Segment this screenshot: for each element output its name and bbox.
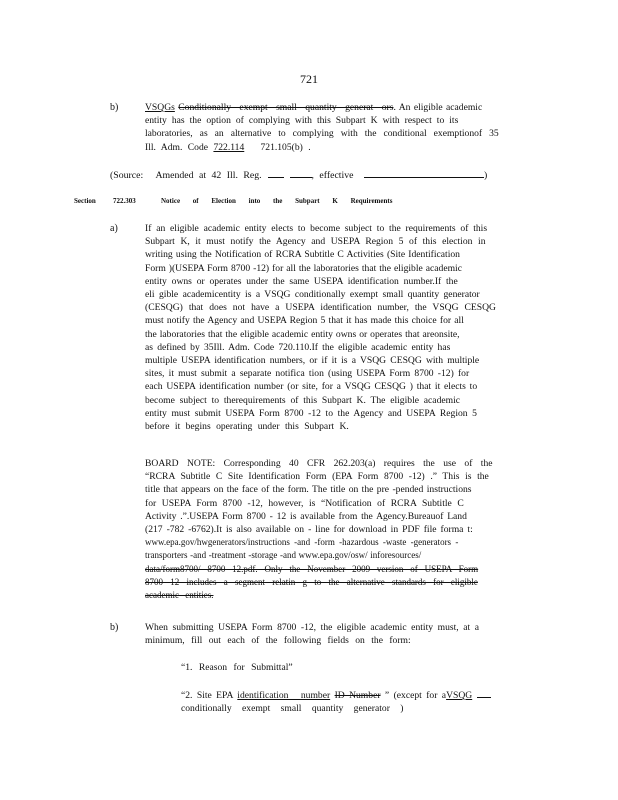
field-2-insert: identification number: [237, 690, 331, 701]
item-a-line: writing using the Notification of RCRA Subtitle C Activities (Site Identification: [145, 249, 460, 261]
vsqg-insert: VSQG: [446, 690, 473, 701]
source-label: (Source:: [110, 170, 144, 181]
field-item-2: [181, 688, 526, 715]
board-note-line: “RCRA Subtitle C Site Identification Form (EPA Form 8700 -12) .” This is the: [145, 471, 489, 483]
item-a-line: become subject to therequirements of this Subpart K. The eligible academic: [145, 394, 461, 406]
board-note-line: (217 -782 -6762).It is also available on - line for download in PDF file forma t:: [145, 524, 473, 536]
board-note-line: title that appears on the face of the form. The title on the pre -pended instructions: [145, 484, 472, 496]
item-a-line: as defined by 35Ill. Adm. Code 720.110.If the eligible academic entity has: [145, 341, 451, 353]
blank-field: [268, 168, 284, 178]
item-a-line: eli gible academicentity is a VSQG conditionally exempt small quantity generator: [145, 289, 480, 301]
blank-field: [477, 688, 491, 698]
item-b-paragraph: [145, 101, 530, 154]
field-2-text: ” (except for a: [380, 690, 447, 701]
item-b2-line: minimum, fill out each of the following fields on the form:: [145, 635, 411, 647]
item-a-line: Subpart K, it must notify the Agency and USEPA Region 5 of this election in: [145, 236, 486, 248]
item-b2-label: b): [110, 622, 119, 633]
item-a-label: a): [110, 223, 118, 234]
item-a-line: sites, it must submit a separate notifica tion (using USEPA Form 8700 -12) for: [145, 368, 470, 380]
item-b-text: . An eligible academic: [393, 102, 483, 113]
item-b-label: b): [110, 102, 119, 113]
item-b-text: 721.105(b) .: [260, 141, 311, 153]
item-a-line: must notify the Agency and USEPA Region 5 that it has made this choice for all: [145, 315, 464, 327]
source-effective: , effective: [311, 170, 354, 181]
board-note-line: for USEPA Form 8700 -12, however, is “Notification of RCRA Subtitle C: [145, 497, 464, 509]
item-b-line: entity has the option of complying with this Subpart K with respect to its: [145, 115, 459, 127]
item-a-line: the laboratories that the eligible academic entity owns or operates that areonsite,: [145, 328, 460, 340]
item-a-line: before it begins operating under this Subpart K.: [145, 421, 349, 433]
board-note-line: transporters -and -treatment -storage -and www.epa.gov/osw/ inforesources/: [145, 550, 422, 561]
item-b2-paragraph: [145, 621, 535, 647]
page-number: 721: [300, 72, 318, 86]
section-number: 722.303: [113, 197, 136, 205]
item-b-line: laboratories, as an alternative to complying with the conditional exemptionof 35: [145, 128, 499, 140]
section-title: Notice of Election into the Subpart K Requirements: [161, 197, 393, 205]
source-close: ): [483, 170, 488, 181]
item-b-text: Ill. Adm. Code: [145, 141, 209, 153]
field-2-text: “2. Site EPA: [181, 690, 233, 701]
code-cite-insert: 722.114: [213, 141, 245, 153]
board-note-line: academic entities.: [145, 590, 214, 601]
board-note-line: Activity .”.USEPA Form 8700 - 12 is available from the Agency.Bureauof Land: [145, 510, 467, 522]
blank-field: [290, 168, 312, 178]
item-a-line: If an eligible academic entity elects to become subject to the requirements of this: [145, 223, 488, 234]
item-a-line: multiple USEPA identification numbers, or if it is a VSQG CESQG with multiple: [145, 355, 480, 367]
source-note: [110, 168, 510, 182]
blank-field: [364, 168, 484, 178]
field-2-struck: ID Number: [334, 690, 381, 701]
item-a-line: each USEPA identification number (or site, for a VSQG CESQG ) that it elects to: [145, 381, 478, 393]
struck-cesqg-text: Conditionally exempt small quantity generat ors: [178, 102, 394, 113]
board-note: [145, 457, 535, 602]
board-note-line: BOARD NOTE: Corresponding 40 CFR 262.203(a) requires the use of the: [145, 458, 493, 469]
item-b2-line: When submitting USEPA Form 8700 -12, the eligible academic entity must, at a: [145, 622, 480, 633]
board-note-line: data/form8700/ 8700 12.pdf. Only the November 2009 version of USEPA Form: [145, 563, 479, 574]
field-2-line: conditionally exempt small quantity generator ): [181, 703, 404, 715]
item-a-line: (CESQG) that does not have a USEPA identification number, the VSQG CESQG: [145, 302, 496, 314]
board-note-line: www.epa.gov/hwgenerators/instructions -and -form -hazardous -waste -generators -: [145, 537, 459, 548]
item-a-paragraph: [145, 222, 535, 433]
section-label: Section: [74, 197, 96, 205]
vsqgs-insert: VSQGs: [145, 102, 175, 113]
field-1-text: “1. Reason for Submittal”: [181, 662, 293, 673]
source-text: Amended at 42 Ill. Reg.: [155, 170, 262, 181]
board-note-line: 8700 12 includes a segment relatin g to the alternative standards for eligible: [145, 576, 478, 587]
field-item-1: [181, 661, 511, 674]
item-a-line: Form )(USEPA Form 8700 -12) for all the laboratories that the eligible academic: [145, 262, 462, 274]
item-a-line: entity must submit USEPA Form 8700 -12 to the Agency and USEPA Region 5: [145, 407, 477, 419]
item-a-line: entity owns or operates under the same USEPA identification number.If the: [145, 275, 458, 287]
